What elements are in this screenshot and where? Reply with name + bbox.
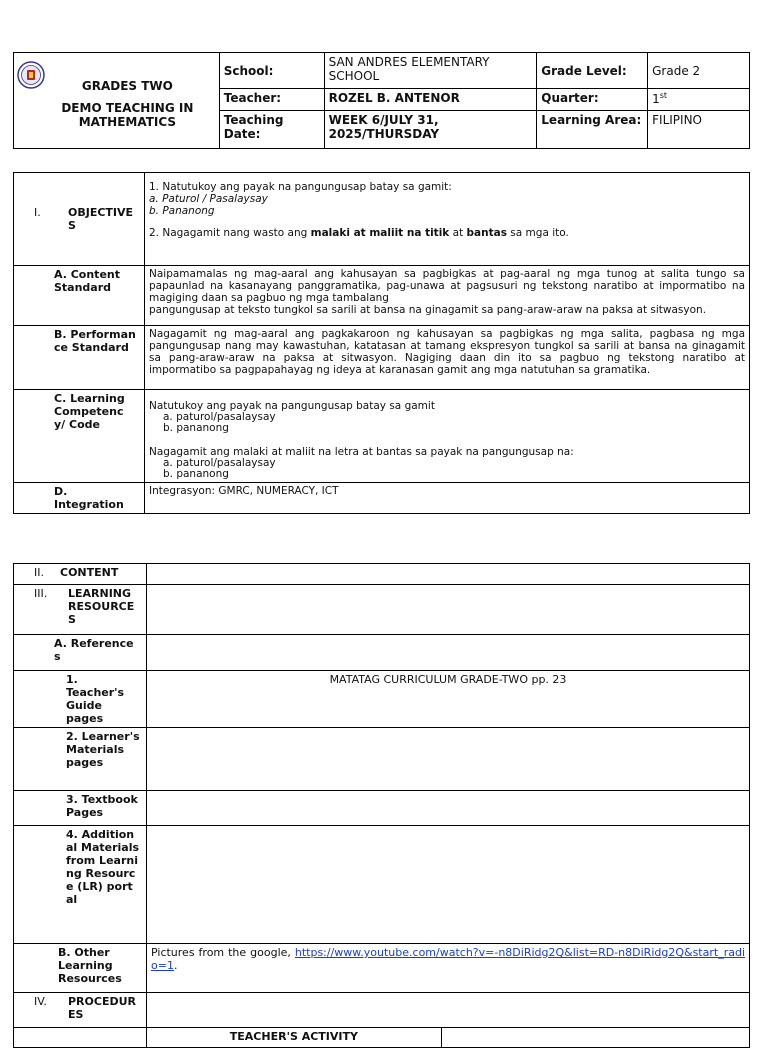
- teacher-value: ROZEL B. ANTENOR: [324, 89, 537, 111]
- grade-value: Grade 2: [648, 53, 750, 89]
- objectives-content: [144, 173, 749, 266]
- content-standard-label: A. Content Standard: [54, 268, 120, 294]
- objective-2: [149, 227, 745, 239]
- objective-2-post: sa mga ito.: [506, 227, 569, 239]
- integration-text: Integrasyon: GMRC, NUMERACY, ICT: [144, 483, 749, 514]
- tg-label-cell: [14, 671, 147, 728]
- competency-content: [144, 390, 749, 483]
- objective-1b: b. Pananong: [148, 205, 215, 217]
- school-value: SAN ANDRES ELEMENTARY SCHOOL: [324, 53, 537, 89]
- references-label-cell: [14, 635, 147, 671]
- teacher-activity-header: TEACHER'S ACTIVITY: [147, 1028, 442, 1048]
- tg-label: 1. Teacher's Guide pages: [66, 673, 125, 725]
- content-num: II.: [34, 566, 44, 579]
- quarter-value: [648, 89, 750, 111]
- tb-label: 3. Textbook Pages: [66, 793, 138, 819]
- doc-title-line1: GRADES TWO: [81, 78, 173, 93]
- tb-label-cell: [14, 791, 147, 826]
- competency-label-cell: [14, 390, 145, 483]
- quarter-label: Quarter:: [537, 89, 648, 111]
- competency-line4: Nagagamit ang malaki at maliit na letra at bantas sa payak na pangungusap na:: [148, 446, 574, 458]
- other-value: [147, 944, 750, 993]
- lm-value: [147, 728, 750, 791]
- grade-label: Grade Level:: [537, 53, 648, 89]
- objectives-label: OBJECTIVES: [68, 206, 134, 232]
- header-title-cell: [14, 53, 220, 149]
- content-label: CONTENT: [60, 566, 119, 579]
- content-standard-text: Naipamamalas ng mag-aaral ang kahusayan sa pagbigkas at pag-aaral ng mga tunog at salita tungo sa papaunlad na kasanayang panggramatika, pag-unawa at pagsusuri ng tekstong naratibo at impormatibo na magiging daan sa pagbuo ng mga tambalang: [148, 268, 745, 304]
- objective-2-mid: at: [449, 227, 467, 239]
- content-table: [13, 563, 750, 1048]
- resources-value: [147, 585, 750, 635]
- other-resources-link[interactable]: https://www.youtube.com/watch?v=-n8DiRidg2Q&list=RD-n8DiRidg2Q&start_radio=1: [151, 946, 745, 972]
- competency-line2: a. paturol/pasalaysay: [162, 411, 276, 423]
- content-label-cell: [14, 564, 147, 585]
- procedures-label: PROCEDURES: [68, 995, 137, 1021]
- doc-title-line2: DEMO TEACHING IN: [61, 100, 194, 115]
- objective-2-pre: 2. Nagagamit nang wasto ang: [148, 227, 311, 239]
- content-standard-label-cell: [14, 266, 145, 326]
- integration-label: D. Integration: [54, 485, 124, 511]
- objectives-num: I.: [34, 206, 41, 219]
- tg-value: MATATAG CURRICULUM GRADE-TWO pp. 23: [147, 671, 750, 728]
- procedures-spacer-cell: [14, 1028, 147, 1048]
- performance-standard-label-cell: [14, 326, 145, 390]
- content-standard-text-cell: [144, 266, 749, 326]
- am-value: [147, 826, 750, 944]
- references-value: [147, 635, 750, 671]
- objective-2-bold1: malaki at maliit na titik: [310, 227, 450, 239]
- pupil-activity-header: [441, 1028, 749, 1048]
- deped-seal-icon: [17, 61, 45, 89]
- competency-line3: b. pananong: [162, 422, 229, 434]
- content-value: [147, 564, 750, 585]
- resources-num: III.: [34, 587, 48, 600]
- objective-1: 1. Natutukoy ang payak na pangungusap batay sa gamit:: [148, 181, 452, 193]
- school-label: School:: [219, 53, 324, 89]
- header-table: [13, 52, 750, 149]
- content-standard-text2: pangungusap at teksto tungkol sa sarili at bansa na ginagamit sa pang-araw-araw na paksa at sitwasyon.: [148, 304, 707, 316]
- competency-line5: a. paturol/pasalaysay: [162, 457, 276, 469]
- lm-label-cell: [14, 728, 147, 791]
- objectives-table: [13, 172, 750, 514]
- competency-line1: Natutukoy ang payak na pangungusap batay sa gamit: [148, 400, 435, 412]
- other-label-cell: [14, 944, 147, 993]
- tb-value: [147, 791, 750, 826]
- other-post: .: [173, 959, 178, 972]
- date-label: Teaching Date:: [219, 111, 324, 149]
- resources-label-cell: [14, 585, 147, 635]
- performance-standard-text: Nagagamit ng mag-aaral ang pagkakaroon ng kahusayan sa pagbigkas ng mga salita, pagbasa ng mga pangungusap nang may kawastuhan, katatasan at tamang ekspresyon tungkol sa sarili at bansa na ginagamit sa pang-araw-araw na paksa at sitwasyon. Nagiging daan din ito sa pagbuo ng tekstong naratibo at impormatibo sa pagpapahayag ng ideya at karanasan gamit ang mga natutuhan sa gramatika.: [144, 326, 749, 390]
- doc-title-line3: MATHEMATICS: [78, 114, 177, 129]
- procedures-value: [147, 993, 750, 1028]
- competency-label: C. Learning Competency/ Code: [54, 392, 125, 431]
- references-label: A. References: [54, 637, 134, 663]
- area-value: FILIPINO: [648, 111, 750, 149]
- lm-label: 2. Learner's Materials pages: [66, 730, 140, 769]
- other-text: Pictures from the google,: [151, 946, 295, 959]
- integration-label-cell: [14, 483, 145, 514]
- procedures-num: IV.: [34, 995, 47, 1008]
- other-label: B. Other Learning Resources: [58, 946, 122, 985]
- objective-2-bold2: bantas: [466, 227, 507, 239]
- quarter-number: 1: [652, 92, 660, 106]
- teacher-label: Teacher:: [219, 89, 324, 111]
- objective-1a: a. Paturol / Pasalaysay: [148, 193, 268, 205]
- quarter-suffix: st: [659, 91, 668, 100]
- am-label: 4. Additional Materials from Learning Resource (LR) portal: [66, 828, 140, 906]
- resources-label: LEARNING RESOURCES: [68, 587, 135, 626]
- area-label: Learning Area:: [537, 111, 648, 149]
- procedures-label-cell: [14, 993, 147, 1028]
- objectives-label-cell: [14, 173, 145, 266]
- competency-line6: b. pananong: [162, 468, 229, 480]
- date-value: WEEK 6/JULY 31, 2025/THURSDAY: [324, 111, 537, 149]
- am-label-cell: [14, 826, 147, 944]
- performance-standard-label: B. Performance Standard: [54, 328, 136, 354]
